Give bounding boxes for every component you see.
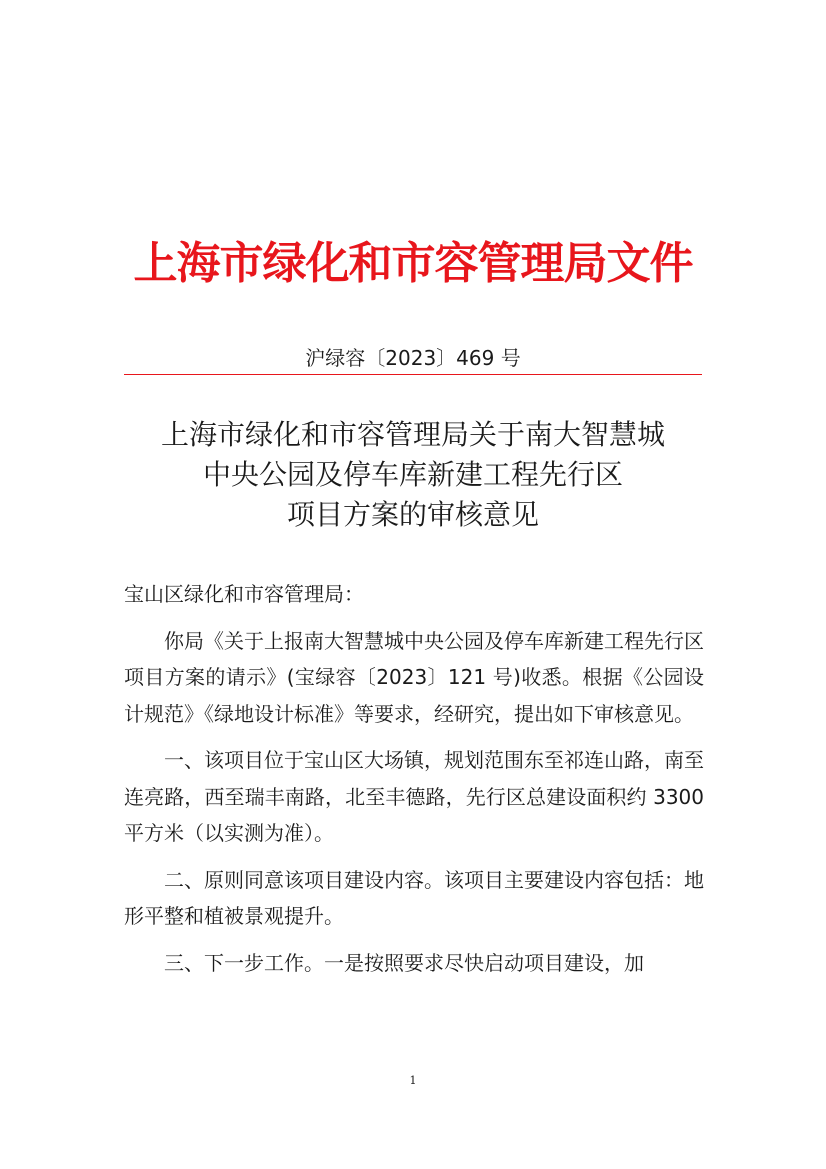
document-body <box>124 576 704 991</box>
paragraph-intro: 你局《关于上报南大智慧城中央公园及停车库新建工程先行区项目方案的请示》(宝绿容〔2023〕121 号)收悉。根据《公园设计规范》《绿地设计标准》等要求，经研究，提出如下审核意见。 <box>124 628 704 726</box>
page-number: 1 <box>409 1074 417 1087</box>
subject-line-1: 上海市绿化和市容管理局关于南大智慧城 <box>160 418 665 451</box>
paragraph-item-3: 三、下一步工作。一是按照要求尽快启动项目建设，加 <box>164 950 644 975</box>
red-separator-line <box>124 374 702 375</box>
issuing-authority-title: 上海市绿化和市容管理局文件 <box>133 238 693 289</box>
subject-line-3: 项目方案的审核意见 <box>286 498 539 531</box>
addressee: 宝山区绿化和市容管理局： <box>124 582 364 606</box>
subject-line-2: 中央公园及停车库新建工程先行区 <box>202 458 623 491</box>
paragraph-item-1: 一、该项目位于宝山区大场镇，规划范围东至祁连山路，南至连亮路，西至瑞丰南路，北至丰德路，先行区总建设面积约 3300 平方米（以实测为准）。 <box>124 748 704 845</box>
paragraph-item-2: 二、原则同意该项目建设内容。该项目主要建设内容包括：地形平整和植被景观提升。 <box>124 867 704 928</box>
document-number: 沪绿容〔2023〕469 号 <box>305 346 521 370</box>
document-subject <box>100 415 726 535</box>
